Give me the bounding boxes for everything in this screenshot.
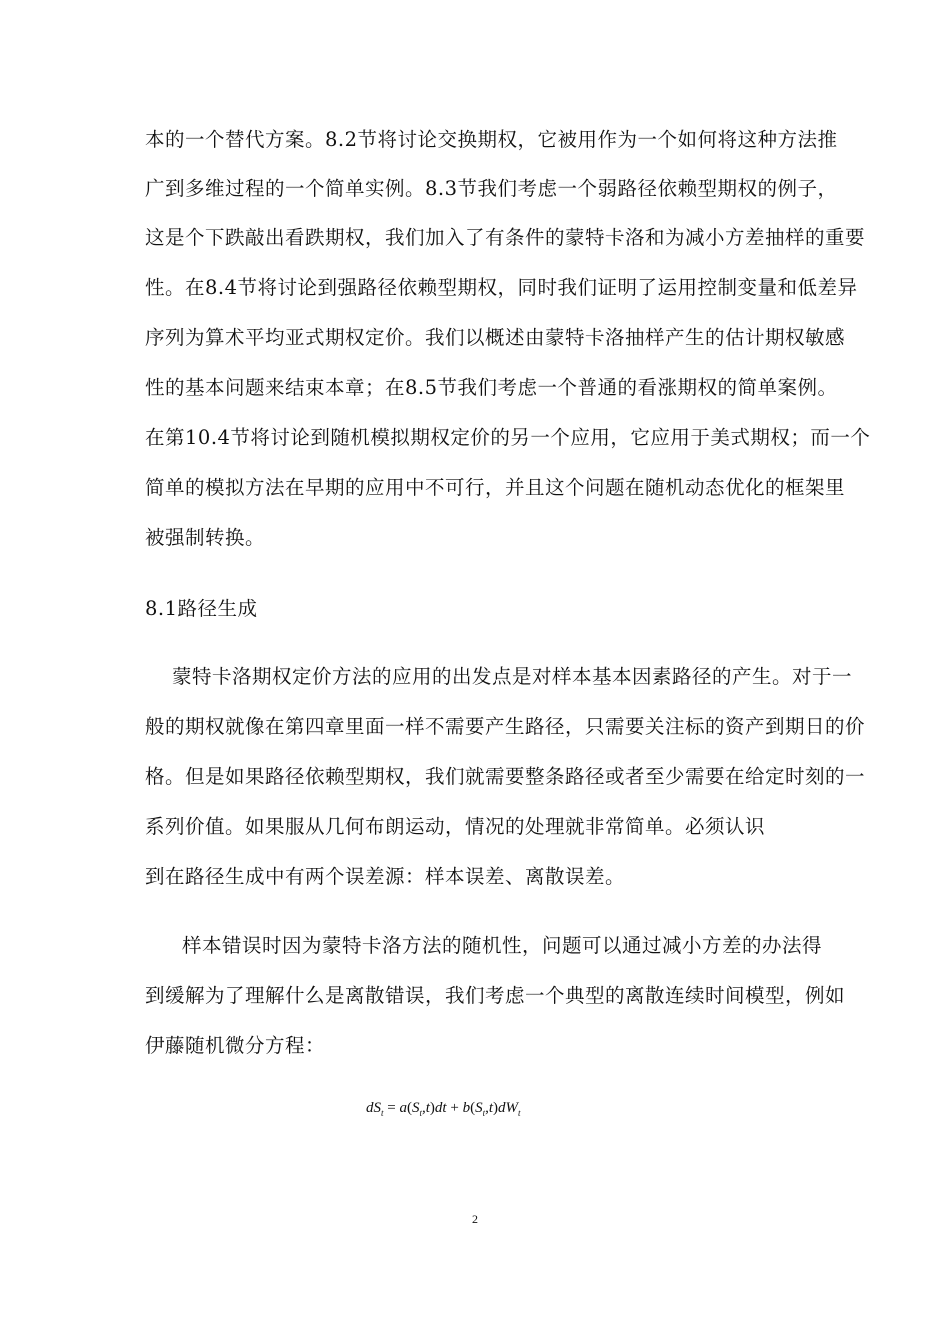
paragraph-1-line-5: 序列为算术平均亚式期权定价。我们以概述由蒙特卡洛抽样产生的估计期权敏感: [145, 326, 846, 349]
ito-sde-formula: [366, 1100, 521, 1118]
paragraph-1-line-7: 在第10.4节将讨论到随机模拟期权定价的另一个应用，它应用于美式期权；而一个: [145, 426, 871, 449]
formula-S: S: [373, 1100, 381, 1116]
formula-sub-t-3: t: [482, 1108, 486, 1118]
page-number: 2: [472, 1212, 478, 1226]
paragraph-1-line-9: 被强制转换。: [145, 526, 266, 549]
formula-close-paren-1: ): [429, 1100, 435, 1116]
paragraph-2-line-3: 格。但是如果路径依赖型期权，我们就需要整条路径或者至少需要在给定时刻的一: [145, 765, 866, 788]
paragraph-3-line-1: 样本错误时因为蒙特卡洛方法的随机性，问题可以通过减小方差的办法得: [182, 934, 823, 957]
paragraph-2-line-1: 蒙特卡洛期权定价方法的应用的出发点是对样本基本因素路径的产生。对于一: [172, 665, 853, 688]
formula-S-3: S: [475, 1100, 483, 1116]
formula-sub-t-2: t: [419, 1108, 422, 1118]
formula-close-paren-2: ): [493, 1100, 498, 1116]
formula-dW: dW: [498, 1100, 518, 1116]
formula-open-paren-1: (: [406, 1100, 412, 1116]
formula-d: d: [366, 1100, 374, 1116]
paragraph-1-line-4: 性。在8.4节将讨论到强路径依赖型期权，同时我们证明了运用控制变量和低差异: [145, 276, 858, 299]
formula-sub-t-1: t: [381, 1108, 384, 1118]
formula-comma-t-2: ,t: [485, 1100, 493, 1116]
paragraph-1-line-3: 这是个下跌敲出看跌期权，我们加入了有条件的蒙特卡洛和为减小方差抽样的重要: [145, 226, 866, 249]
paragraph-2-line-4: 系列价值。如果服从几何布朗运动，情况的处理就非常简单。必须认识: [145, 815, 766, 838]
formula-comma-t-1: ,t: [422, 1100, 430, 1116]
formula-open-paren-2: (: [470, 1100, 476, 1116]
formula-sub-t-4: t: [518, 1108, 521, 1118]
formula-plus: +: [446, 1100, 463, 1116]
paragraph-2-line-5: 到在路径生成中有两个误差源：样本误差、离散误差。: [145, 865, 626, 888]
paragraph-1-line-2: 广到多维过程的一个简单实例。8.3节我们考虑一个弱路径依赖型期权的例子，: [145, 177, 838, 200]
paragraph-3-line-3: 伊藤随机微分方程：: [145, 1034, 326, 1057]
paragraph-1-line-6: 性的基本问题来结束本章；在8.5节我们考虑一个普通的看涨期权的简单案例。: [145, 376, 838, 399]
paragraph-2-line-2: 般的期权就像在第四章里面一样不需要产生路径，只需要关注标的资产到期日的价: [145, 715, 866, 738]
formula-S-2: S: [411, 1100, 420, 1116]
formula-b: b: [462, 1100, 471, 1116]
formula-equals: =: [383, 1100, 400, 1116]
section-heading: 8.1路径生成: [145, 597, 258, 620]
paragraph-1-line-1: 本的一个替代方案。8.2节将讨论交换期权，它被用作为一个如何将这种方法推: [145, 128, 838, 151]
paragraph-3-line-2: 到缓解为了理解什么是离散错误，我们考虑一个典型的离散连续时间模型，例如: [145, 984, 846, 1007]
paragraph-1-line-8: 简单的模拟方法在早期的应用中不可行，并且这个问题在随机动态优化的框架里: [145, 476, 846, 499]
formula-a: a: [399, 1100, 407, 1116]
formula-dt: dt: [434, 1100, 447, 1116]
